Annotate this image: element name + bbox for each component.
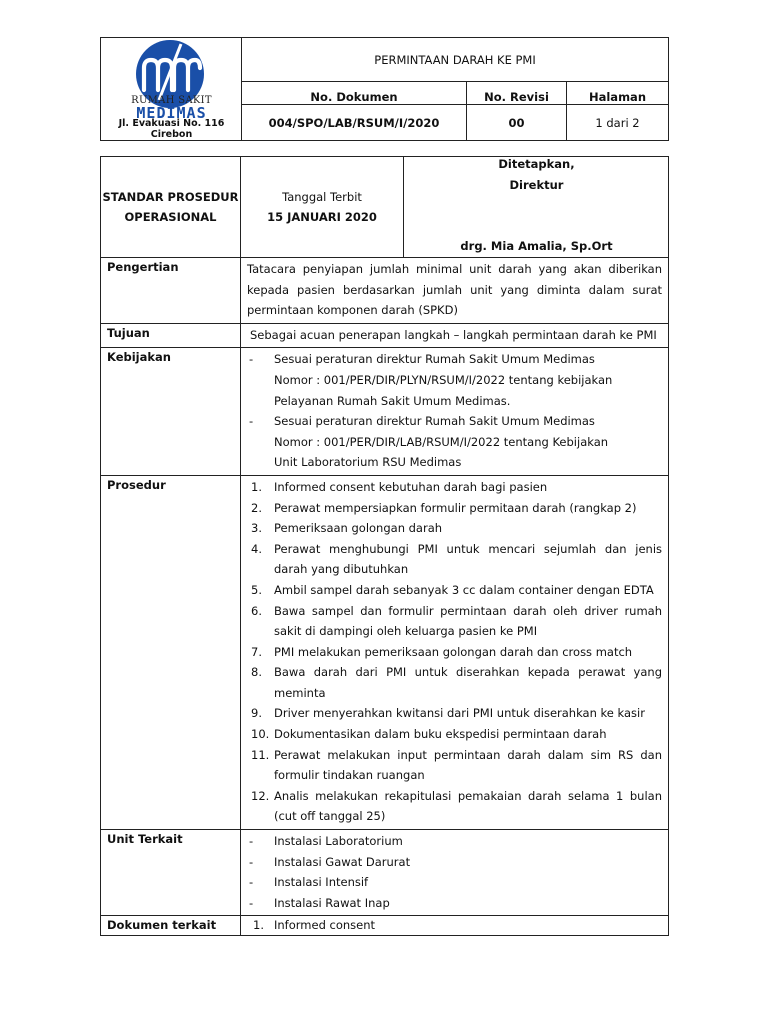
dokumen-item (247, 917, 662, 933)
unit-text: Instalasi Laboratorium (274, 834, 403, 849)
logo-brand: MEDIMAS (136, 104, 207, 122)
prosedur-item (247, 724, 662, 745)
prosedur-item (247, 498, 662, 519)
sop-type-line2: OPERASIONAL (124, 210, 217, 224)
prosedur-num: 9. (251, 706, 262, 721)
kebijakan-dash: - (249, 352, 254, 367)
dokumen-terkait-list (241, 916, 669, 936)
doc-no-value: 004/SPO/LAB/RSUM/I/2020 (242, 105, 467, 141)
prosedur-num: 1. (251, 479, 262, 494)
prosedur-num: 8. (251, 665, 262, 680)
prosedur-item (247, 539, 662, 580)
prosedur-num: 3. (251, 521, 262, 536)
tujuan-text (241, 323, 669, 348)
logo-cell (101, 38, 242, 141)
kebijakan-content (241, 348, 669, 476)
prosedur-text: Dokumentasikan dalam buku ekspedisi permintaan darah (274, 727, 607, 742)
kebijakan-line: Unit Laboratorium RSU Medimas (274, 455, 462, 470)
prosedur-item (247, 518, 662, 539)
page-value: 1 dari 2 (567, 105, 669, 141)
document-title: PERMINTAAN DARAH KE PMI (242, 38, 669, 82)
page-label: Halaman (567, 82, 669, 105)
issue-cell (241, 157, 404, 258)
unit-terkait-label: Unit Terkait (101, 830, 241, 916)
kebijakan-line: Sesuai peraturan direktur Rumah Sakit Umum Medimas (274, 414, 595, 429)
pengertian-text: Tatacara penyiapan jumlah minimal unit darah yang akan diberikan kepada pasien berdasarkan jumlah unit yang diminta dalam surat permintaan komponen darah (SPKD) (241, 258, 669, 324)
approval-cell (404, 157, 669, 258)
dokumen-num: 1. (253, 918, 264, 933)
prosedur-text: Bawa darah dari PMI untuk diserahkan kepada perawat yang meminta (274, 665, 662, 700)
prosedur-list (241, 475, 669, 829)
prosedur-num: 12. (251, 788, 270, 803)
unit-item (247, 872, 662, 893)
prosedur-label: Prosedur (101, 475, 241, 829)
prosedur-item (247, 580, 662, 601)
prosedur-item (247, 703, 662, 724)
prosedur-item (247, 786, 662, 827)
prosedur-item (247, 477, 662, 498)
prosedur-num: 5. (251, 582, 262, 597)
unit-text: Instalasi Intensif (274, 875, 369, 890)
director-label: Direktur (509, 178, 564, 192)
logo-line1: RUMAH SAKIT (131, 95, 212, 106)
prosedur-num: 4. (251, 541, 262, 556)
unit-text: Instalasi Rawat Inap (274, 895, 390, 910)
kebijakan-item (247, 411, 662, 473)
issue-label: Tanggal Terbit (282, 190, 362, 204)
prosedur-text: Perawat menghubungi PMI untuk mencari sejumlah dan jenis darah yang dibutuhkan (274, 541, 662, 577)
unit-item (247, 893, 662, 914)
prosedur-text: Perawat mempersiapkan formulir permitaan darah (rangkap 2) (274, 500, 637, 515)
pengertian-label: Pengertian (101, 258, 241, 324)
unit-dash: - (249, 895, 254, 910)
issue-date: 15 JANUARI 2020 (267, 210, 377, 224)
kebijakan-label: Kebijakan (101, 348, 241, 476)
dokumen-terkait-label: Dokumen terkait (101, 916, 241, 936)
prosedur-text: Informed consent kebutuhan darah bagi pasien (274, 479, 548, 494)
kebijakan-line: Sesuai peraturan direktur Rumah Sakit Umum Medimas (274, 352, 595, 367)
director-name: drg. Mia Amalia, Sp.Ort (460, 239, 613, 253)
prosedur-text: Perawat melakukan input permintaan darah dalam sim RS dan formulir tindakan ruangan (274, 747, 662, 783)
kebijakan-dash: - (249, 414, 254, 429)
tujuan-label: Tujuan (101, 323, 241, 348)
header-table (100, 37, 669, 141)
prosedur-text: Analis melakukan rekapitulasi pemakaian darah selama 1 bulan (cut off tanggal 25) (274, 788, 662, 824)
dokumen-text: Informed consent (274, 918, 376, 933)
unit-text: Instalasi Gawat Darurat (274, 854, 411, 869)
sop-type-line1: STANDAR PROSEDUR (102, 190, 239, 204)
prosedur-item (247, 601, 662, 642)
unit-terkait-list (241, 830, 669, 916)
sop-type-cell (101, 157, 241, 258)
prosedur-num: 7. (251, 644, 262, 659)
prosedur-num: 11. (251, 747, 270, 762)
unit-dash: - (249, 834, 254, 849)
prosedur-num: 6. (251, 603, 262, 618)
prosedur-text: Driver menyerahkan kwitansi dari PMI untuk diserahkan ke kasir (274, 706, 645, 721)
prosedur-num: 10. (251, 727, 270, 742)
logo-address1: Jl. Evakuasi No. 116 (118, 118, 225, 129)
kebijakan-line: Nomor : 001/PER/DIR/LAB/RSUM/I/2022 tentang Kebijakan (274, 434, 609, 449)
prosedur-text: PMI melakukan pemeriksaan golongan darah dan cross match (274, 644, 633, 659)
prosedur-num: 2. (251, 500, 262, 515)
prosedur-item (247, 642, 662, 663)
unit-item (247, 831, 662, 852)
prosedur-item (247, 662, 662, 703)
prosedur-text: Pemeriksaan golongan darah (274, 521, 443, 536)
prosedur-text: Bawa sampel dan formulir permintaan darah oleh driver rumah sakit di dampingi oleh keluarga pasien ke PMI (274, 603, 662, 639)
prosedur-item (247, 745, 662, 786)
sop-table (100, 156, 669, 936)
revision-label: No. Revisi (467, 82, 567, 105)
unit-dash: - (249, 875, 254, 890)
unit-dash: - (249, 854, 254, 869)
revision-value: 00 (467, 105, 567, 141)
logo-address2: Cirebon (150, 129, 193, 140)
unit-item (247, 852, 662, 873)
kebijakan-item (247, 349, 662, 411)
doc-no-label: No. Dokumen (242, 82, 467, 105)
approval-label: Ditetapkan, (498, 157, 575, 171)
tujuan-value: Sebagai acuan penerapan langkah – langkah permintaan darah ke PMI (250, 327, 657, 342)
kebijakan-line: Nomor : 001/PER/DIR/PLYN/RSUM/I/2022 tentang kebijakan (274, 372, 613, 387)
kebijakan-line: Pelayanan Rumah Sakit Umum Medimas. (274, 393, 511, 408)
prosedur-text: Ambil sampel darah sebanyak 3 cc dalam container dengan EDTA (274, 582, 654, 597)
